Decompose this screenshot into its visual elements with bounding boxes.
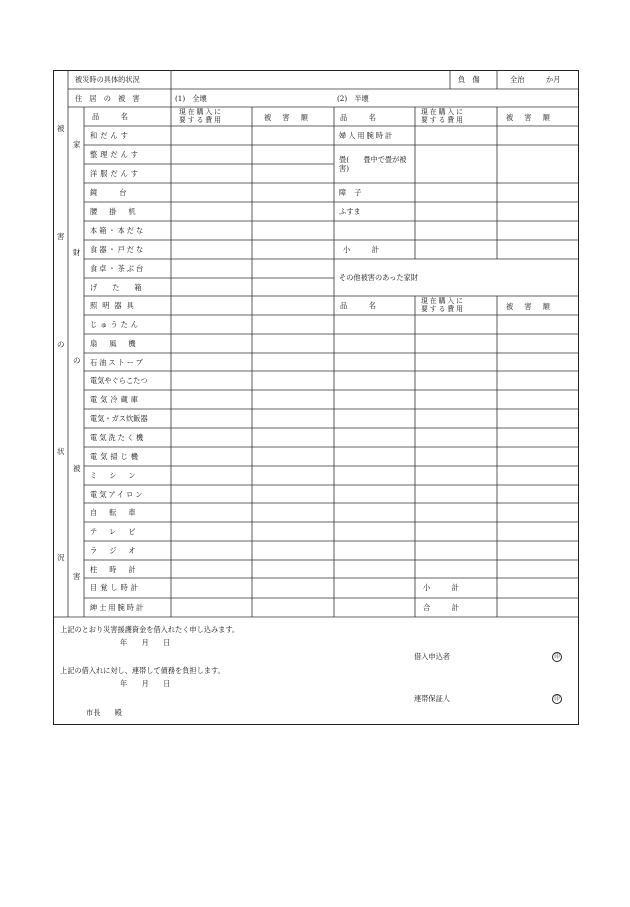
header-item-name: 品 名 bbox=[340, 301, 376, 310]
seal-mark: 印 bbox=[552, 652, 562, 662]
header-cost: 現在購入に 要する費用 bbox=[179, 108, 223, 124]
applicant-label: 借入申込者 bbox=[414, 652, 450, 661]
side-label-char: 況 bbox=[57, 553, 65, 562]
side-label-char: の bbox=[57, 340, 65, 349]
item-label: 照明器具 bbox=[90, 301, 139, 310]
item-label: 電気掃じ機 bbox=[90, 452, 141, 461]
subtotal-label: 小 計 bbox=[423, 583, 459, 592]
item-label: 石油ストーブ bbox=[90, 358, 145, 367]
household-label-char: 害 bbox=[73, 572, 81, 581]
household-label-char: 被 bbox=[73, 464, 81, 473]
injury-label: 負 傷 bbox=[458, 75, 480, 84]
seal-mark: 印 bbox=[552, 694, 562, 704]
application-statement: 上記のとおり災害援護資金を借入れたく申し込みます。 bbox=[60, 625, 240, 634]
item-label: 電気冷蔵庫 bbox=[90, 395, 141, 404]
item-label: 紳士用腕時計 bbox=[90, 603, 146, 612]
item-label: 洋服だんす bbox=[90, 169, 141, 178]
disaster-loan-form bbox=[53, 70, 579, 725]
guarantee-date: 年 月 日 bbox=[120, 679, 171, 688]
side-label-char: 状 bbox=[57, 447, 65, 456]
item-label: 電気・ガス炊飯器 bbox=[90, 414, 148, 423]
header-item-name: 品 名 bbox=[340, 113, 376, 122]
item-label: ラジオ bbox=[90, 546, 148, 555]
option-full-destruction: (1) 全壊 bbox=[175, 94, 207, 103]
mayor-addressee: 市長 殿 bbox=[86, 708, 122, 717]
header-damage: 被 害 額 bbox=[506, 113, 552, 122]
item-label: 電気やぐらこたつ bbox=[90, 376, 148, 385]
item-label: 電気アイロン bbox=[90, 490, 145, 499]
item-label: ふすま bbox=[339, 207, 361, 216]
side-label-char: 害 bbox=[57, 232, 65, 241]
header-damage: 被 害 額 bbox=[264, 113, 310, 122]
item-label: 和だんす bbox=[90, 131, 131, 140]
item-label: 腰掛机 bbox=[90, 207, 148, 216]
item-label: 柱時計 bbox=[90, 565, 148, 574]
item-label: じゅうたん bbox=[90, 320, 141, 329]
item-label: 鏡台 bbox=[90, 188, 149, 197]
item-label: 扇風機 bbox=[90, 339, 148, 348]
item-label: 電気洗たく機 bbox=[90, 433, 146, 442]
total-label: 合 計 bbox=[423, 603, 459, 612]
application-date: 年 月 日 bbox=[120, 638, 171, 647]
item-label: 食器・戸だな bbox=[90, 245, 146, 254]
item-label: 整理だんす bbox=[90, 150, 141, 159]
household-label-char: の bbox=[73, 356, 81, 365]
item-label: 婦人用腕時計 bbox=[339, 131, 395, 140]
item-label: 食卓・茶ぶ台 bbox=[90, 264, 146, 273]
housing-damage-label: 住 居 の 被 害 bbox=[75, 94, 140, 103]
healing-period: 全治 か月 bbox=[510, 75, 561, 84]
item-label: 本箱・本だな bbox=[90, 226, 146, 235]
subtotal-label: 小 計 bbox=[343, 245, 379, 254]
option-half-destruction: (2) 半壊 bbox=[337, 94, 369, 103]
household-label-char: 財 bbox=[73, 248, 81, 257]
header-cost: 現在購入に 要する費用 bbox=[421, 108, 465, 124]
item-label: ミシン bbox=[90, 471, 148, 480]
item-label: 障子 bbox=[339, 188, 370, 197]
household-label-char: 家 bbox=[73, 140, 81, 149]
header-damage: 被 害 額 bbox=[506, 302, 552, 311]
item-label: げた箱 bbox=[90, 283, 157, 292]
side-label-char: 被 bbox=[57, 124, 65, 133]
guarantee-statement: 上記の借入れに対し、連帯して債務を負担します。 bbox=[60, 666, 225, 675]
item-label-tatami: 畳( 畳中で畳が被害) bbox=[339, 155, 407, 173]
header-cost: 現在購入に 要する費用 bbox=[421, 297, 465, 313]
item-label: テレビ bbox=[90, 527, 148, 536]
situation-label: 被災時の具体的状況 bbox=[75, 75, 140, 84]
item-label: 目覚し時計 bbox=[90, 583, 141, 592]
guarantor-label: 連帯保証人 bbox=[414, 694, 450, 703]
header-item-name: 品 名 bbox=[92, 112, 128, 121]
other-items-title: その他被害のあった家財 bbox=[339, 273, 418, 282]
item-label: 自転車 bbox=[90, 508, 148, 517]
